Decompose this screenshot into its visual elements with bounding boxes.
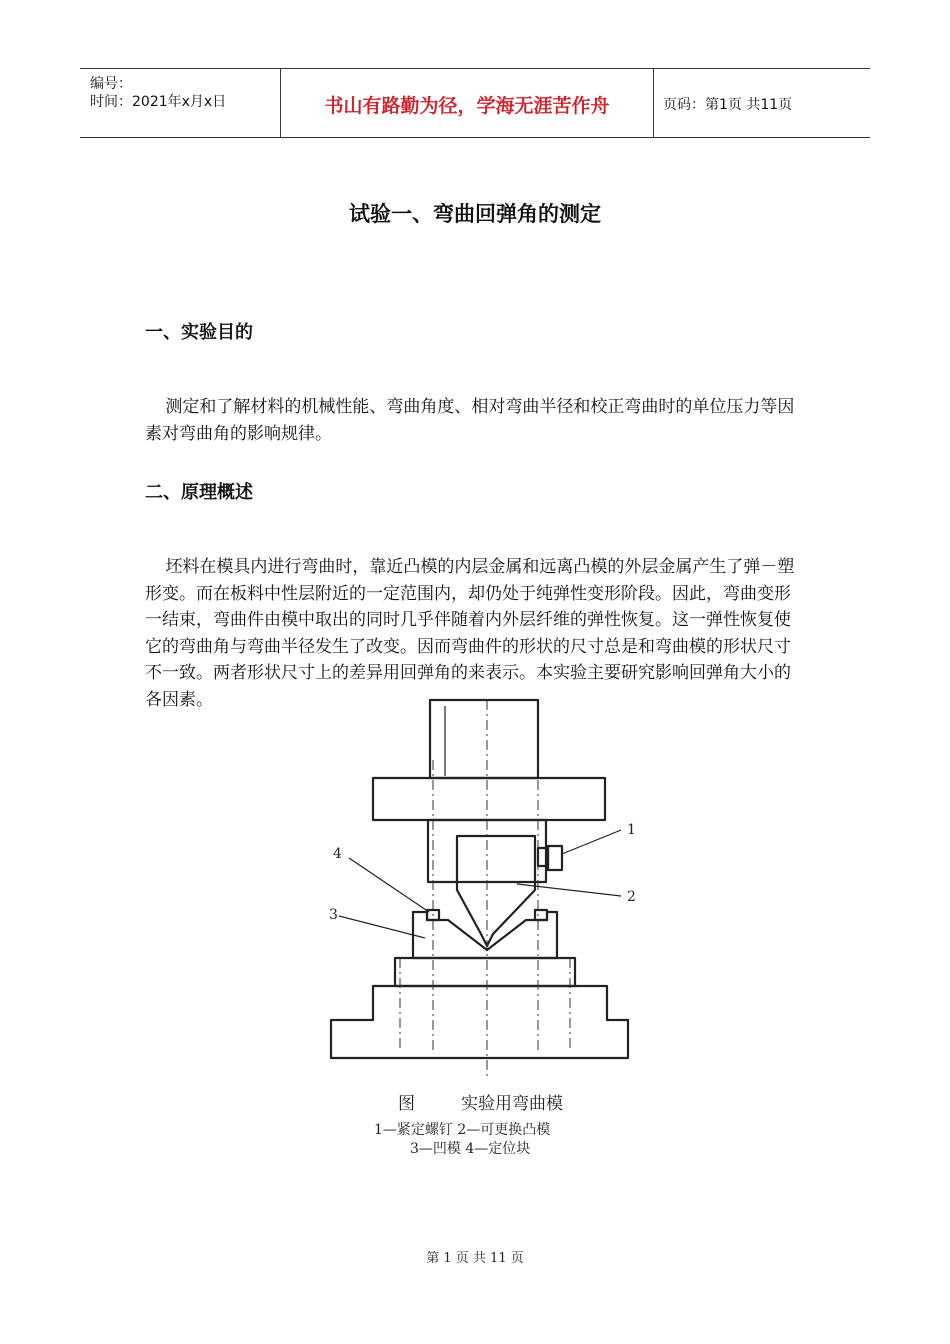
set-screw-head: [548, 846, 562, 870]
paragraph: 坯料在模具内进行弯曲时，靠近凸模的内层金属和远离凸模的外层金属产生了弹－塑形变。而在板料中性层附近的一定范围内，却仍处于纯弹性变形阶段。因此，弯曲变形一结束，弯曲件由模中取出的同时几乎伴随着内外层纤维的弹性恢复。这一弹性恢复使它的弯曲角与弯曲半径发生了改变。因而弯曲件的形状的尺寸总是和弯曲模的形状尺寸不一致。两者形状尺寸上的差异用回弹角的来表示。本实验主要研究影响回弹角大小的各因素。: [145, 557, 795, 710]
section-heading-purpose: 一、实验目的: [145, 322, 253, 343]
figure-legend-line-2: 3—凹模 4—定位块: [410, 1141, 531, 1157]
leader-line-2: [517, 884, 621, 896]
punch-shank: [430, 700, 538, 778]
paragraph: 测定和了解材料的机械性能、弯曲角度、相对弯曲半径和校正弯曲时的单位压力等因素对弯曲角的影响规律。: [145, 397, 795, 444]
header-page-info: 页码：第1页 共11页: [663, 97, 793, 113]
header-motto-cell: [280, 69, 654, 137]
figure-caption: [398, 1089, 563, 1114]
page-header: [80, 68, 870, 138]
figure-label: 图: [398, 1094, 415, 1114]
section-body-principle: [145, 554, 805, 713]
header-meta: [80, 69, 280, 137]
document-number: 编号：: [90, 76, 132, 92]
base-plate: [331, 986, 628, 1058]
figure-title: 实验用弯曲模: [461, 1094, 563, 1114]
document-title: 试验一、弯曲回弹角的测定: [349, 202, 601, 226]
document-date: 时间：2021年x月x日: [90, 94, 227, 110]
replaceable-punch: [457, 836, 535, 946]
section-body-purpose: [145, 394, 805, 447]
callout-2: 2: [627, 889, 636, 905]
header-motto: 书山有路勤为径，学海无涯苦作舟: [324, 95, 610, 117]
callout-1: 1: [627, 822, 636, 838]
upper-plate: [373, 778, 605, 820]
page-footer: 第 1 页 共 11 页: [426, 1251, 524, 1266]
section-heading-principle: 二、原理概述: [145, 482, 253, 503]
callout-4: 4: [333, 846, 342, 862]
header-page-cell: [653, 69, 870, 137]
figure-legend-line-1: 1—紧定螺钉 2—可更换凸模: [374, 1122, 551, 1138]
leader-line-1: [562, 830, 621, 854]
die-holder: [395, 958, 575, 986]
leader-line-4: [349, 858, 429, 912]
locating-block-right: [535, 910, 547, 920]
bending-die-diagram: [325, 698, 645, 1088]
callout-3: 3: [329, 907, 338, 923]
